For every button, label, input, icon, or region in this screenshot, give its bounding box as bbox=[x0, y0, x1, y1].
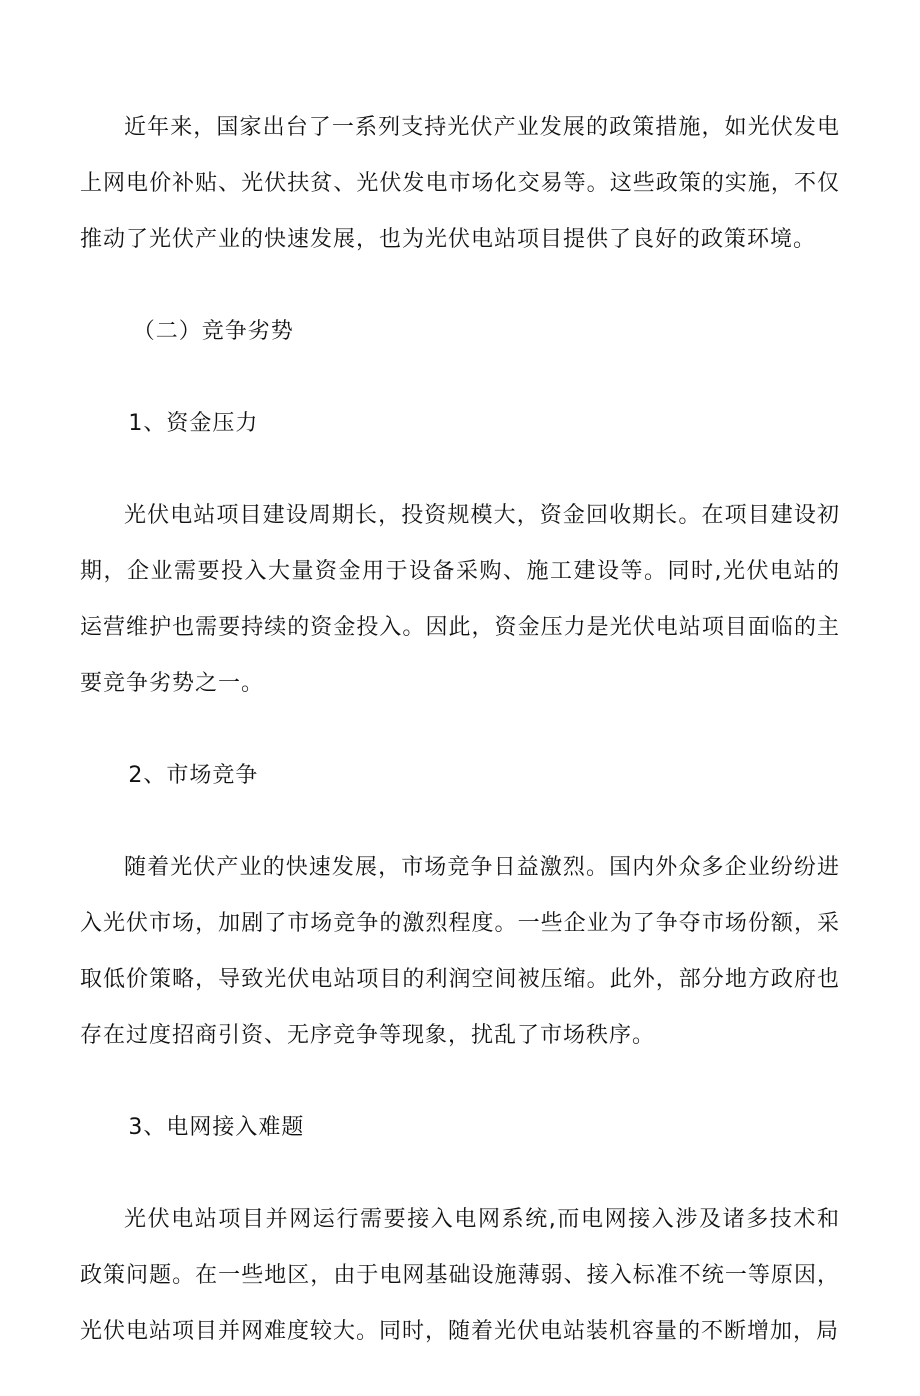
paragraph-policy-support: 近年来，国家出台了一系列支持光伏产业发展的政策措施，如光伏发电上网电价补贴、光伏扶贫、光伏发电市场化交易等。这些政策的实施，不仅推动了光伏产业的快速发展，也为光伏电站项目提供了良好的政策环境。 bbox=[80, 115, 840, 252]
section-heading-competitive-disadvantages: （二）竞争劣势 bbox=[132, 319, 294, 344]
subheading-grid-access: 3、电网接入难题 bbox=[128, 1115, 305, 1140]
paragraph-market-competition: 随着光伏产业的快速发展，市场竞争日益激烈。国内外众多企业纷纷进入光伏市场，加剧了市场竞争的激烈程度。一些企业为了争夺市场份额，采取低价策略，导致光伏电站项目的利润空间被压缩。此外，部分地方政府也存在过度招商引资、无序竞争等现象，扰乱了市场秩序。 bbox=[80, 855, 840, 1048]
paragraph-funding-pressure: 光伏电站项目建设周期长，投资规模大，资金回收期长。在项目建设初期，企业需要投入大量资金用于设备采购、施工建设等。同时,光伏电站的运营维护也需要持续的资金投入。因此，资金压力是光伏电站项目面临的主要竞争劣势之一。 bbox=[80, 503, 840, 696]
subheading-funding-pressure: 1、资金压力 bbox=[128, 411, 259, 436]
paragraph-grid-access: 光伏电站项目并网运行需要接入电网系统,而电网接入涉及诸多技术和政策问题。在一些地区，由于电网基础设施薄弱、接入标准不统一等原因，光伏电站项目并网难度较大。同时，随着光伏电站装机容量的不断增加，局 bbox=[80, 1207, 840, 1344]
subheading-market-competition: 2、市场竞争 bbox=[128, 763, 259, 788]
document-body bbox=[80, 100, 840, 1396]
